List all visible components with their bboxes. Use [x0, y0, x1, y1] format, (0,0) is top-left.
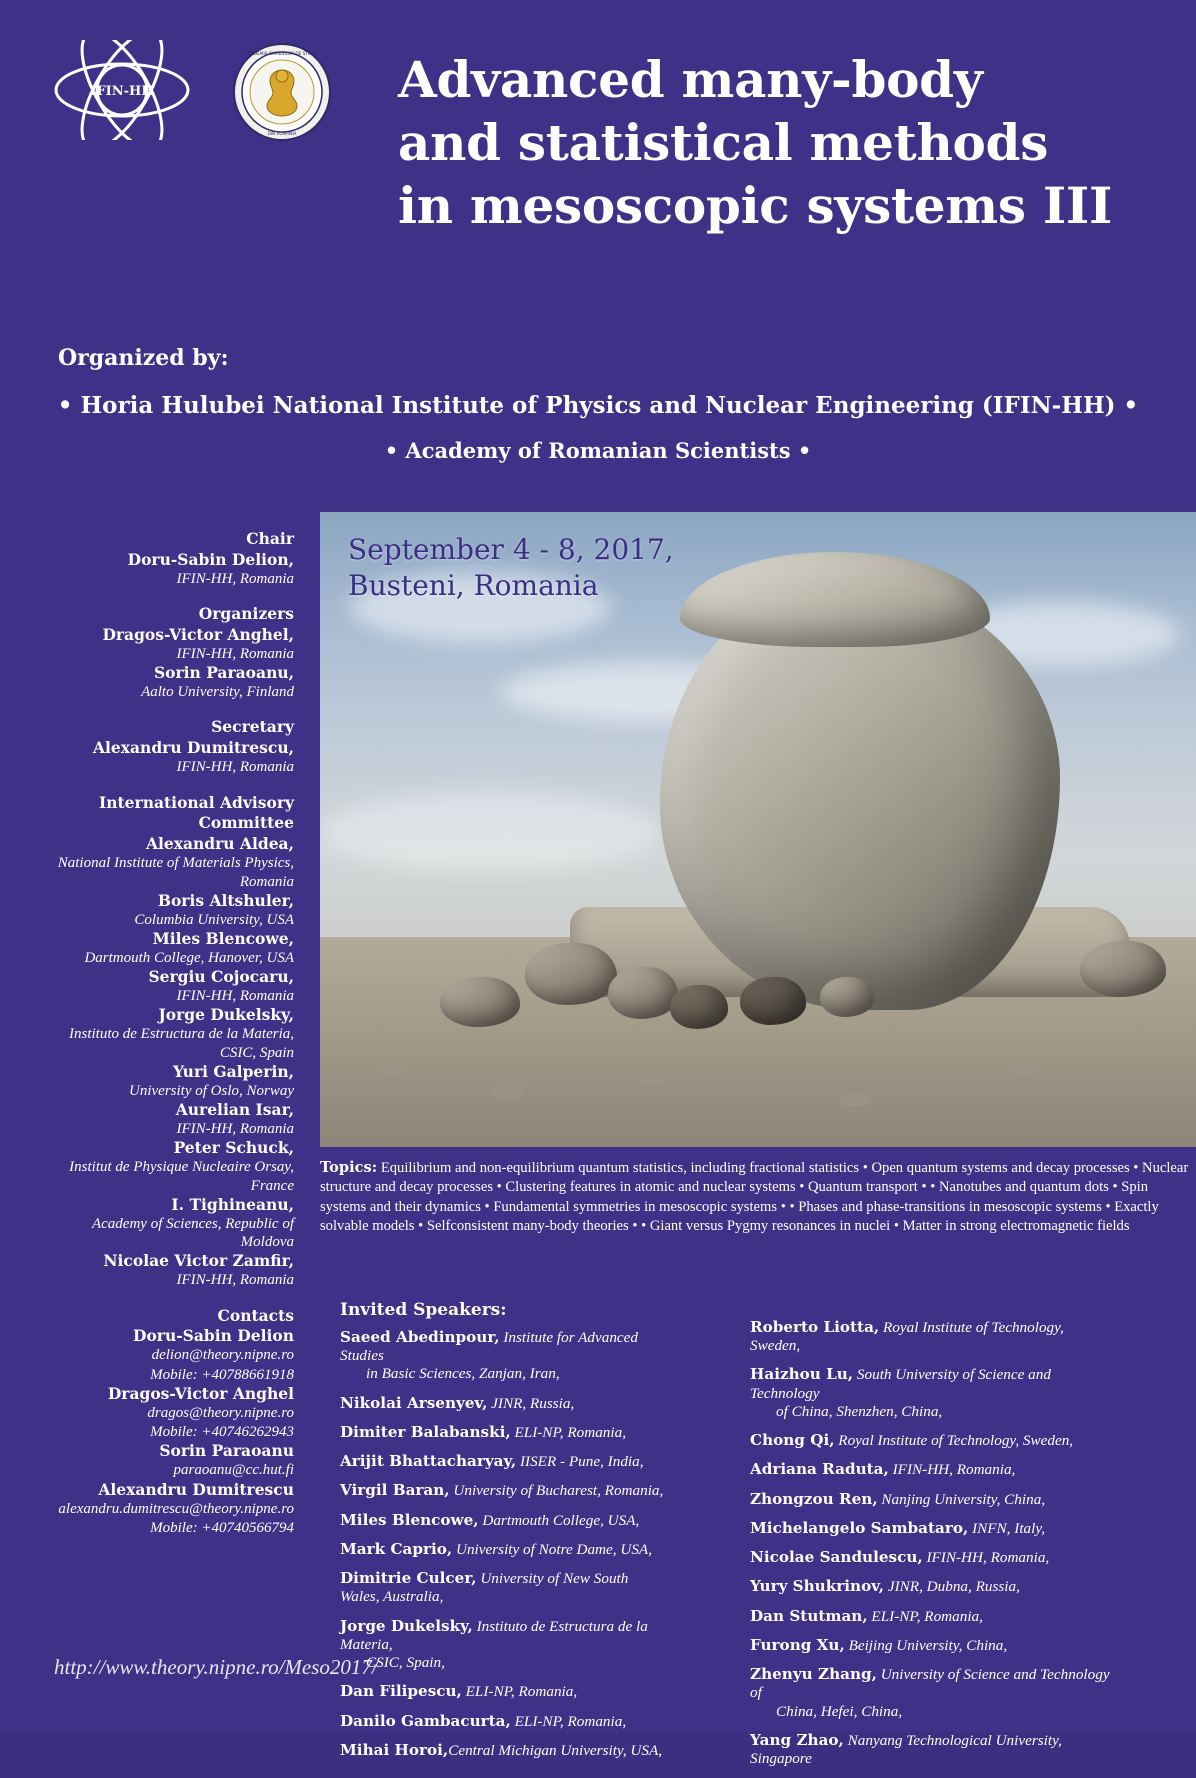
speaker-name: Michelangelo Sambataro, [750, 1518, 969, 1537]
person-affiliation: IFIN-HH, Romania [176, 570, 294, 587]
speaker-affiliation: University of Bucharest, Romania, [453, 1482, 664, 1500]
topics-text: Equilibrium and non-equilibrium quantum statistics, including fractional statistics • Open quantum systems and decay processes • Nuclear structure and decay processes • Clustering features in atomic and nuclear systems • Quantum transport • • Nanotubes and quantum dots • Spin systems and their dynamics • Fundamental symmetries in mesoscopic systems • • Phases and phase-transitions in mesoscopic systems • Exactly solvable models • Selfconsistent many-body theories • • Giant versus Pygmy resonances in nuclei • Matter in strong electromagnetic fields [320, 1160, 1189, 1235]
person-name: Boris Altshuler, [157, 890, 294, 910]
boulder [525, 943, 617, 1005]
speaker-entry [340, 1712, 670, 1731]
person-name: Dragos-Victor Anghel, [102, 625, 294, 645]
advisory-heading-line-2: Committee [198, 813, 294, 833]
person-name: I. Tighineanu, [171, 1194, 294, 1214]
title-line-3: in mesoscopic systems III [398, 176, 1113, 235]
speaker-entry [750, 1548, 1110, 1567]
contact-mobile: Mobile: +40746262943 [150, 1424, 294, 1441]
person-affiliation: Aalto University, Finland [141, 684, 294, 701]
speaker-entry [750, 1731, 1110, 1768]
chair-person [40, 551, 294, 588]
organizer-person [40, 626, 294, 663]
svg-text:ACADEMIA OAMENILOR DE STIINTA: ACADEMIA OAMENILOR DE STIINTA [245, 51, 319, 56]
speaker-entry [750, 1460, 1110, 1479]
advisory-member [40, 892, 294, 929]
speaker-affiliation: INFN, Italy, [972, 1519, 1046, 1537]
person-name: Miles Blencowe, [152, 929, 294, 949]
speaker-entry [340, 1741, 670, 1760]
advisory-member [40, 930, 294, 967]
person-name: Alexandru Dumitrescu, [92, 738, 294, 758]
title-line-2: and statistical methods [398, 113, 1049, 172]
advisory-member [40, 1196, 294, 1252]
speaker-entry [340, 1328, 670, 1384]
speaker-affiliation: ELI-NP, Romania, [514, 1712, 627, 1730]
speaker-entry [750, 1490, 1110, 1509]
person-name: Nicolae Victor Zamfir, [103, 1251, 294, 1271]
speaker-affiliation: Royal Institute of Technology, Sweden, [750, 1319, 1064, 1355]
speaker-entry [750, 1636, 1110, 1655]
speaker-name: Roberto Liotta, [750, 1318, 880, 1336]
chair-heading: Chair [246, 529, 294, 548]
invited-speakers-heading: Invited Speakers: [340, 1300, 507, 1320]
speaker-name: Nikolai Arsenyev, [340, 1393, 488, 1412]
speaker-name: Yang Zhao, [750, 1730, 844, 1749]
speaker-name: Arijit Bhattacharyay, [340, 1452, 517, 1471]
advisory-member [40, 1006, 294, 1062]
speaker-affiliation: South University of Science and Technology [750, 1366, 1051, 1402]
speaker-name: Virgil Baran, [340, 1481, 450, 1500]
speaker-entry [340, 1452, 670, 1471]
person-name: Sorin Paraoanu, [153, 663, 294, 683]
speaker-affiliation: IFIN-HH, Romania, [926, 1549, 1050, 1567]
organizer-institute-1: • Horia Hulubei National Institute of Physics and Nuclear Engineering (IFIN-HH) • [57, 392, 1139, 419]
organizers-heading: Organizers [198, 604, 294, 624]
left-info-column [40, 530, 294, 1554]
svg-text:IFIN-HH: IFIN-HH [90, 84, 154, 99]
person-name: Yuri Galperin, [172, 1061, 294, 1081]
secretary-block [40, 718, 294, 776]
advisory-member [40, 968, 294, 1005]
speaker-affiliation: University of New South Wales, Australia, [340, 1570, 629, 1606]
speaker-affiliation: Instituto de Estructura de la Materia, [340, 1617, 648, 1653]
organizer-person [40, 664, 294, 701]
speaker-name: Dan Stutman, [750, 1606, 868, 1625]
organized-by-label: Organized by: [58, 345, 229, 371]
scree-stone [490, 1083, 524, 1099]
speaker-name: Dimiter Balabanski, [340, 1422, 511, 1441]
speaker-affiliation: Nanyang Technological University, Singapore [750, 1731, 1062, 1767]
speaker-affiliation: Royal Institute of Technology, Sweden, [838, 1432, 1074, 1450]
person-name: Sergiu Cojocaru, [148, 967, 294, 987]
person-affiliation: IFIN-HH, Romania [176, 1121, 294, 1138]
person-name: Peter Schuck, [173, 1138, 294, 1158]
organizer-institute-2: • Academy of Romanian Scientists • [384, 438, 812, 463]
svg-text:DIN ROMANIA: DIN ROMANIA [267, 131, 297, 136]
contact-entry [40, 1327, 294, 1384]
speaker-affiliation-cont: of China, Shenzhen, China, [776, 1402, 943, 1420]
speaker-name: Mark Caprio, [340, 1539, 453, 1558]
speaker-name: Danilo Gambacurta, [340, 1711, 511, 1730]
boulder [440, 977, 520, 1027]
speaker-affiliation: Institute for Advanced Studies [340, 1329, 639, 1365]
speakers-column-left [340, 1328, 670, 1770]
speaker-entry [750, 1365, 1110, 1421]
person-affiliation: IFIN-HH, Romania [176, 988, 294, 1005]
speaker-affiliation-cont: in Basic Sciences, Zanjan, Iran, [366, 1365, 560, 1383]
speaker-entry [750, 1607, 1110, 1626]
speaker-entry [340, 1394, 670, 1413]
contacts-block [40, 1307, 294, 1538]
poster-header [0, 0, 1196, 310]
topics-section [320, 1158, 1190, 1237]
date-line-2: Busteni, Romania [348, 569, 599, 603]
speaker-entry [340, 1511, 670, 1530]
speaker-name: Zhenyu Zhang, [750, 1665, 877, 1684]
page-title [398, 48, 1168, 237]
speaker-entry [750, 1665, 1110, 1721]
speaker-name: Miles Blencowe, [340, 1510, 479, 1529]
speaker-name: Haizhou Lu, [750, 1365, 854, 1384]
contacts-heading: Contacts [217, 1305, 294, 1325]
contact-mobile: Mobile: +40740566794 [150, 1519, 294, 1536]
speaker-affiliation: ELI-NP, Romania, [871, 1607, 983, 1625]
boulder [608, 967, 678, 1019]
person-affiliation: Institut de Physique Nucleaire Orsay, France [69, 1159, 294, 1194]
title-line-1: Advanced many-body [398, 50, 983, 109]
boulder [820, 977, 874, 1017]
contact-email[interactable]: alexandru.dumitrescu@theory.nipne.ro [58, 1500, 294, 1517]
speaker-affiliation: JINR, Dubna, Russia, [887, 1578, 1020, 1596]
speaker-entry [750, 1431, 1110, 1450]
speaker-affiliation-cont: CSIC, Spain, [366, 1654, 445, 1672]
speaker-name: Chong Qi, [750, 1431, 835, 1450]
advisory-committee-block [40, 794, 294, 1290]
advisory-member [40, 835, 294, 891]
date-line-1: September 4 - 8, 2017, [348, 533, 674, 566]
speaker-name: Adriana Raduta, [750, 1460, 889, 1479]
academy-of-romanian-scientists-logo [232, 42, 332, 142]
ifin-hh-logo [52, 40, 192, 140]
contact-name: Alexandru Dumitrescu [98, 1479, 294, 1499]
secretary-heading: Secretary [211, 717, 294, 737]
conference-website-url[interactable]: http://www.theory.nipne.ro/Meso2017/ [54, 1655, 378, 1679]
speaker-entry [340, 1481, 670, 1500]
boulder [670, 985, 728, 1029]
speaker-entry [340, 1682, 670, 1701]
person-affiliation: IFIN-HH, Romania [176, 1272, 294, 1289]
scree-stone [640, 1075, 662, 1087]
speaker-affiliation: Dartmouth College, USA, [482, 1511, 640, 1529]
speaker-name: Mihai Horoi, [340, 1740, 449, 1759]
speaker-affiliation: IFIN-HH, Romania, [892, 1461, 1016, 1479]
conference-photo [320, 512, 1196, 1147]
speaker-affiliation: JINR, Russia, [491, 1394, 575, 1412]
speaker-affiliation: Nanjing University, China, [881, 1490, 1046, 1508]
speaker-affiliation: University of Notre Dame, USA, [456, 1540, 652, 1558]
organizers-block [40, 605, 294, 701]
contact-entry [40, 1385, 294, 1442]
speaker-name: Jorge Dukelsky, [340, 1616, 473, 1635]
person-name: Aurelian Isar, [175, 1100, 294, 1120]
advisory-member [40, 1252, 294, 1289]
person-affiliation: Academy of Sciences, Republic of Moldova [91, 1215, 294, 1251]
cloud-shape [320, 792, 660, 872]
speaker-affiliation: ELI-NP, Romania, [465, 1683, 578, 1701]
contact-name: Doru-Sabin Delion [133, 1326, 294, 1346]
speaker-affiliation: ELI-NP, Romania, [514, 1423, 626, 1441]
speaker-affiliation-cont: China, Hefei, China, [776, 1702, 903, 1720]
advisory-member [40, 1139, 294, 1195]
contact-name: Dragos-Victor Anghel [107, 1383, 294, 1403]
person-name: Jorge Dukelsky, [158, 1005, 294, 1025]
speaker-name: Dan Filipescu, [340, 1682, 462, 1701]
person-affiliation: Dartmouth College, Hanover, USA [84, 949, 294, 966]
speaker-entry [750, 1318, 1110, 1355]
person-affiliation: Instituto de Estructura de la Materia, CSIC, Spain [69, 1026, 294, 1061]
boulder [1080, 941, 1166, 997]
speaker-name: Saeed Abedinpour, [340, 1328, 500, 1346]
chair-block [40, 530, 294, 588]
speaker-entry [750, 1577, 1110, 1596]
speaker-entry [750, 1519, 1110, 1538]
person-name: Doru-Sabin Delion, [127, 549, 294, 569]
speaker-affiliation: University of Science and Technology of [750, 1666, 1110, 1702]
person-name: Alexandru Aldea, [145, 834, 294, 854]
speakers-column-right [750, 1318, 1110, 1778]
topics-label: Topics: [320, 1159, 378, 1176]
contact-entry [40, 1442, 294, 1479]
contact-email[interactable]: dragos@theory.nipne.ro [147, 1404, 294, 1421]
scree-stone [380, 1063, 406, 1077]
speaker-affiliation: IISER - Pune, India, [519, 1453, 644, 1471]
secretary-person [40, 739, 294, 776]
speaker-entry [340, 1423, 670, 1442]
speaker-entry [340, 1617, 670, 1673]
speaker-entry [340, 1540, 670, 1559]
speaker-affiliation: Beijing University, China, [848, 1636, 1008, 1654]
person-affiliation: National Institute of Materials Physics, Romania [57, 855, 294, 890]
person-affiliation: IFIN-HH, Romania [176, 759, 294, 776]
person-affiliation: University of Oslo, Norway [129, 1082, 294, 1099]
person-affiliation: Columbia University, USA [134, 911, 294, 928]
boulder [740, 977, 806, 1025]
contact-email[interactable]: delion@theory.nipne.ro [151, 1347, 294, 1364]
scree-stone [840, 1093, 870, 1107]
speaker-affiliation: Central Michigan University, USA, [448, 1741, 663, 1759]
speaker-entry [340, 1569, 670, 1606]
speaker-name: Dimitrie Culcer, [340, 1569, 477, 1588]
person-affiliation: IFIN-HH, Romania [176, 645, 294, 662]
speaker-name: Furong Xu, [750, 1635, 845, 1654]
conference-date [348, 532, 674, 605]
scree-stone [1010, 1063, 1038, 1077]
advisory-member [40, 1063, 294, 1100]
speaker-name: Nicolae Sandulescu, [750, 1548, 923, 1567]
contact-entry [40, 1481, 294, 1538]
advisory-member [40, 1101, 294, 1138]
contact-mobile: Mobile: +40788661918 [150, 1366, 294, 1383]
speaker-name: Yury Shukrinov, [750, 1577, 885, 1596]
speaker-name: Zhongzou Ren, [750, 1489, 878, 1508]
contact-name: Sorin Paraoanu [159, 1441, 294, 1461]
contact-email[interactable]: paraoanu@cc.hut.fi [173, 1462, 294, 1479]
advisory-heading-line-1: International Advisory [99, 792, 294, 812]
